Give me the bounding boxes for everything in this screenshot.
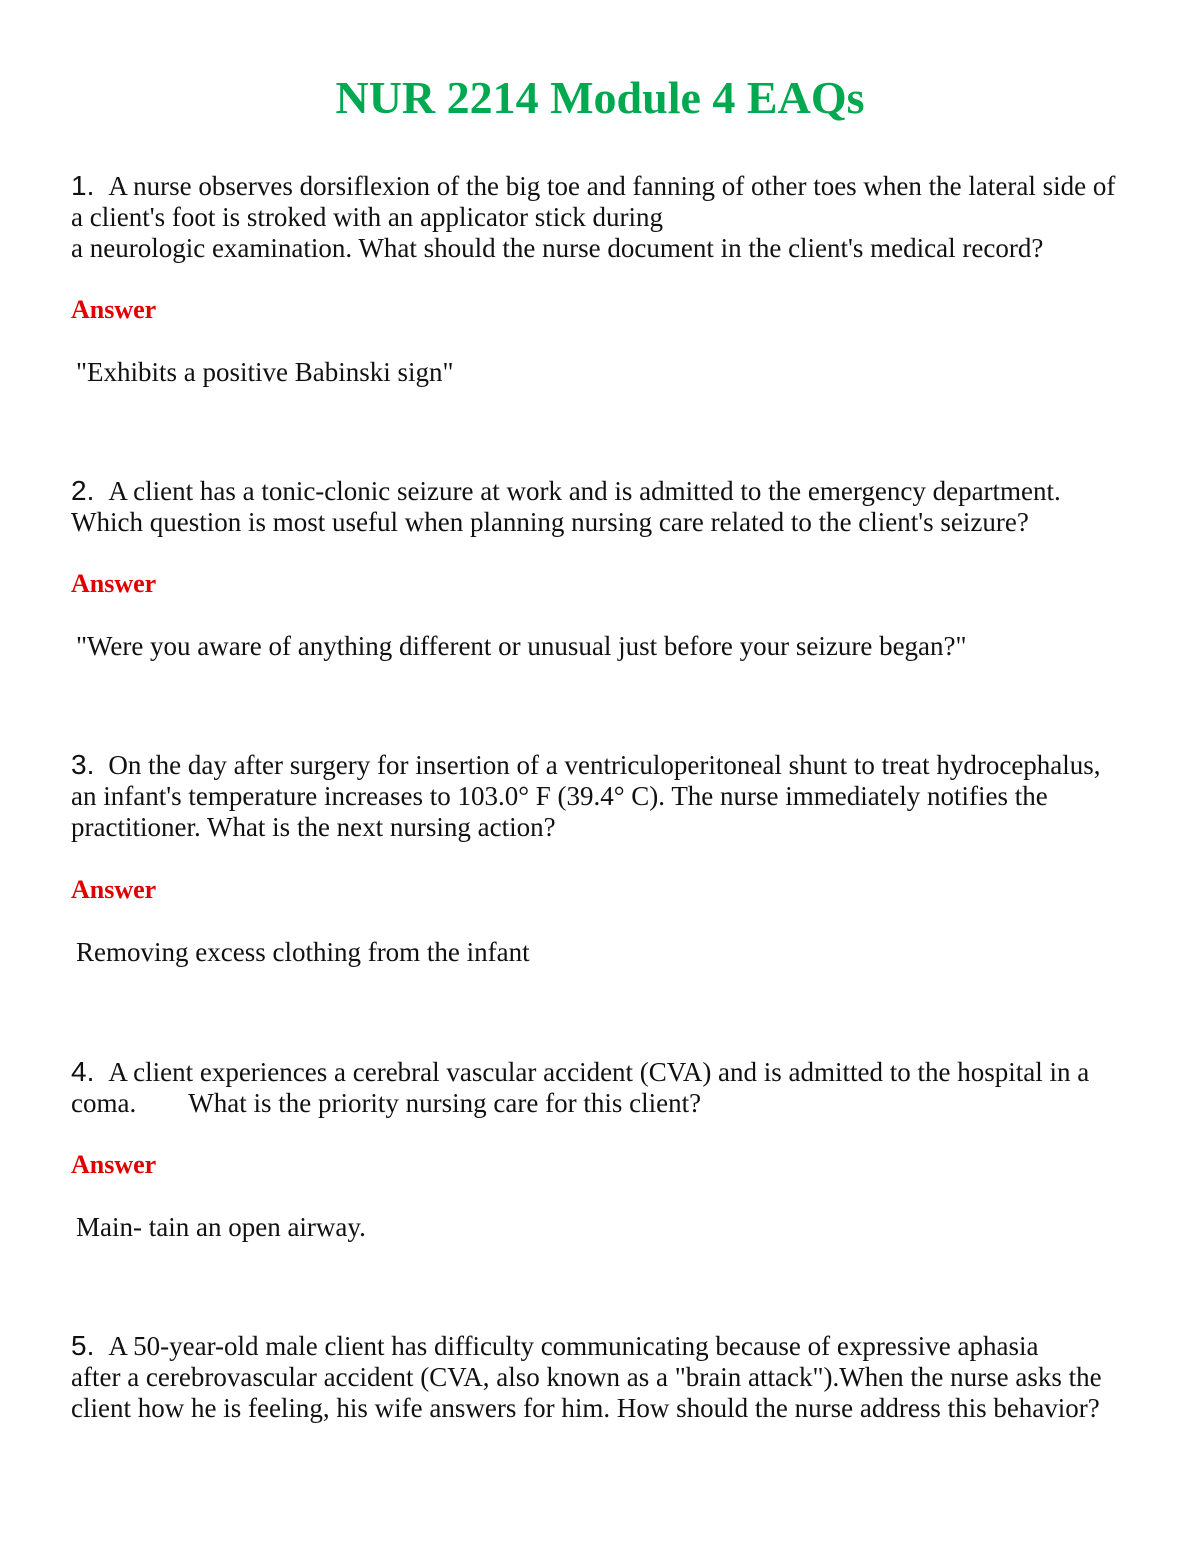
question-4 — [71, 1056, 1141, 1119]
question-text-line: after a cerebrovascular accident (CVA, also known as a "brain attack").When the nurse asks the — [71, 1362, 1102, 1392]
question-text-line: A 50-year-old male client has difficulty communicating because of expressive aphasia — [108, 1331, 1039, 1361]
question-number: 5. — [71, 1330, 95, 1361]
question-2 — [71, 475, 1141, 538]
question-text-line: A client has a tonic-clonic seizure at work and is admitted to the emergency department. — [108, 476, 1061, 506]
question-text-line: coma. — [71, 1088, 137, 1118]
question-text-line: On the day after surgery for insertion of a ventriculoperitoneal shunt to treat hydrocephalus, — [108, 750, 1101, 780]
question-number: 1. — [71, 170, 95, 201]
question-number: 2. — [71, 475, 95, 506]
answer-label: Answer — [71, 1150, 157, 1179]
question-number: 3. — [71, 749, 95, 780]
answer-label: Answer — [71, 875, 157, 904]
page-title: NUR 2214 Module 4 EAQs — [335, 72, 865, 123]
question-text-line: an infant's temperature increases to 103.0° F (39.4° C). The nurse immediately notifies the — [71, 781, 1048, 811]
question-text-line: practitioner. What is the next nursing action? — [71, 812, 556, 842]
answer-label: Answer — [71, 295, 157, 324]
question-text-line: A nurse observes dorsiflexion of the big toe and fanning of other toes when the lateral side of — [108, 171, 1116, 201]
question-5 — [71, 1330, 1141, 1424]
answer-text: Removing excess clothing from the infant — [76, 937, 530, 967]
question-text-line: A client experiences a cerebral vascular accident (CVA) and is admitted to the hospital in a — [108, 1057, 1090, 1087]
question-text-line: Which question is most useful when planning nursing care related to the client's seizure? — [71, 507, 1029, 537]
question-text-line: client how he is feeling, his wife answers for him. How should the nurse address this behavior? — [71, 1393, 1100, 1423]
question-number: 4. — [71, 1056, 95, 1087]
answer-text: "Exhibits a positive Babinski sign" — [76, 357, 454, 387]
question-1 — [71, 170, 1141, 264]
answer-text: "Were you aware of anything different or unusual just before your seizure began?" — [76, 631, 967, 661]
question-text-line: What is the priority nursing care for this client? — [188, 1088, 702, 1118]
question-text-line: a client's foot is stroked with an applicator stick during — [71, 202, 663, 232]
question-3 — [71, 749, 1141, 843]
answer-text: Main- tain an open airway. — [76, 1212, 366, 1242]
question-text-line: a neurologic examination. What should the nurse document in the client's medical record? — [71, 233, 1044, 263]
answer-label: Answer — [71, 569, 157, 598]
